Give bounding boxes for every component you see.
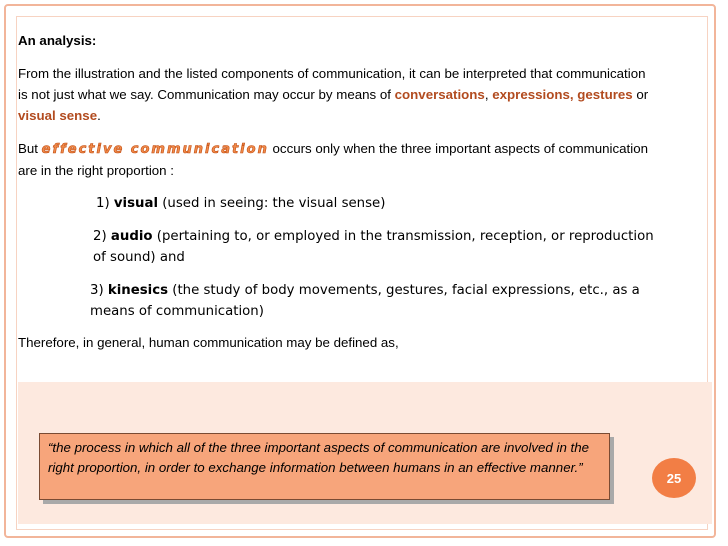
- aspect-number: 3): [90, 283, 108, 298]
- aspect-desc: (the study of body movements, gestures, facial expressions, etc., as a means of communication): [90, 283, 640, 319]
- page-number-badge: 25: [652, 458, 696, 498]
- aspect-item-audio: [90, 226, 658, 268]
- aspect-number: 2): [93, 229, 111, 244]
- intro-or: or: [632, 87, 649, 102]
- aspect-number: 1): [96, 196, 114, 211]
- intro-sep: ,: [484, 87, 489, 102]
- definition-quote: “the process in which all of the three important aspects of communication are involved in the right proportion, in order to exchange information between humans in an effective manner.”: [39, 433, 610, 500]
- therefore-paragraph: Therefore, in general, human communication may be defined as,: [18, 335, 399, 350]
- intro-end: .: [97, 108, 101, 123]
- but-rest: occurs only when the three important aspects of communication are in the right proportion :: [18, 141, 648, 178]
- visual-sense-term: visual sense: [18, 108, 98, 123]
- aspect-term: audio: [110, 229, 153, 244]
- aspect-item-kinesics: [90, 280, 658, 322]
- conversations-term: conversations: [394, 87, 485, 102]
- aspect-term: kinesics: [107, 283, 169, 298]
- slide-content: [18, 30, 658, 353]
- aspect-desc: (pertaining to, or employed in the transmission, reception, or reproduction of sound) and: [93, 229, 654, 265]
- expressions-gestures-term: expressions, gestures: [492, 87, 633, 102]
- intro-paragraph: [18, 63, 658, 126]
- aspect-term: visual: [113, 196, 159, 211]
- aspect-item-visual: [96, 193, 658, 214]
- aspects-list: [18, 193, 658, 322]
- aspect-desc: (used in seeing: the visual sense): [158, 196, 386, 211]
- intro-text: From the illustration and the listed components of communication, it can be interpreted that communication is not just what we say. Communication may occur by means of: [18, 66, 646, 102]
- but-text: But: [18, 141, 42, 156]
- slide-heading: An analysis:: [18, 33, 97, 48]
- effective-communication-title: effective communication: [41, 142, 269, 157]
- but-paragraph: [18, 138, 658, 181]
